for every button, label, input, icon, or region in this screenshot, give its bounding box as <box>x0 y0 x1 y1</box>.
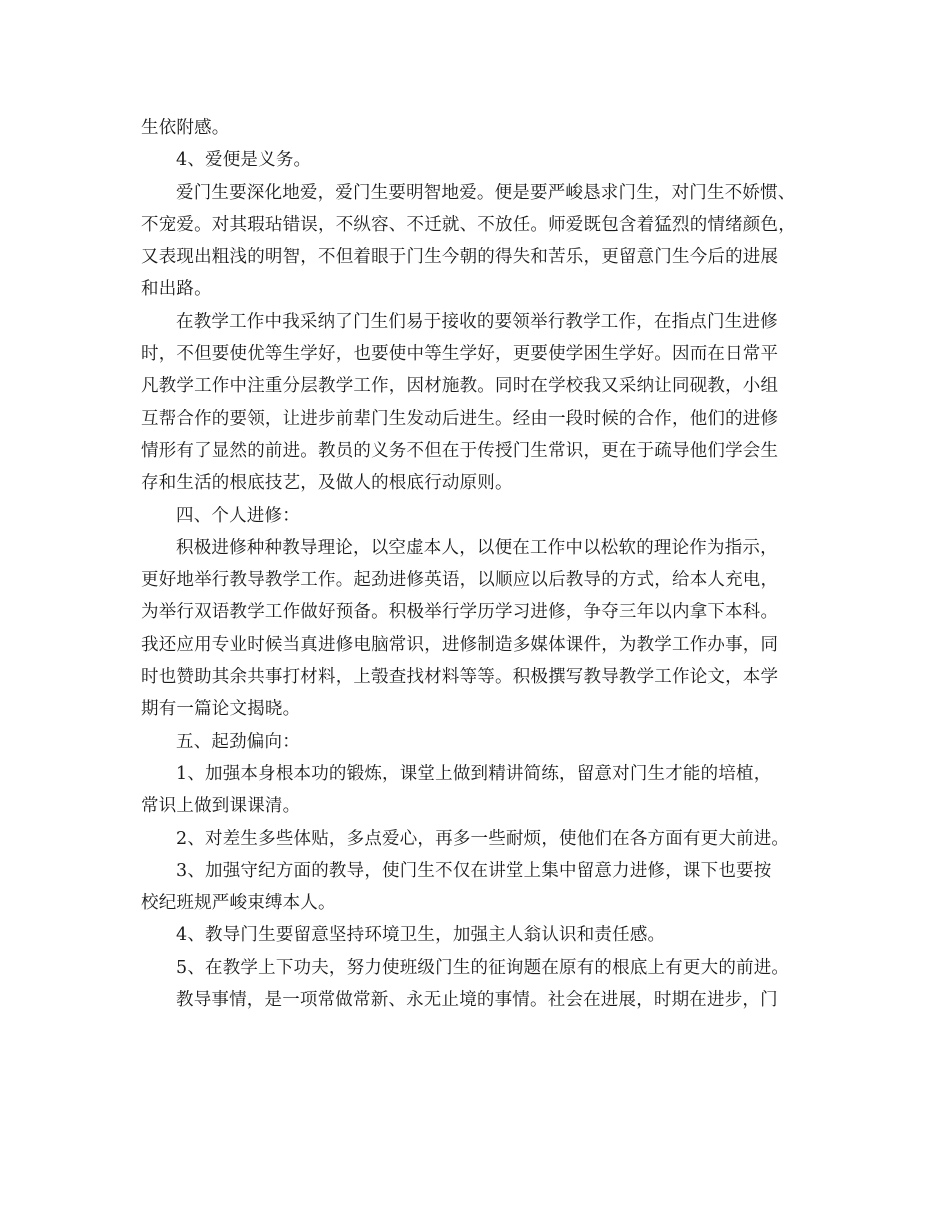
text-line: 为举行双语教学工作做好预备。积极举行学历学习进修，争夺三年以内拿下本科。 <box>141 602 779 623</box>
text-line: 更好地举行教导教学工作。起劲进修英语，以顺应以后教导的方式，给本人充电， <box>141 570 779 591</box>
text-line: 时也赞助其余共事打材料，上彀查找材料等等。积极撰写教导教学工作论文，本学 <box>141 667 779 688</box>
text-line: 常识上做到课课清。 <box>141 796 301 817</box>
text-line: 在教学工作中我采纳了门生们易于接收的要领举行教学工作，在指点门生进修 <box>176 311 778 332</box>
text-line: 不宠爱。对其瑕玷错误，不纵容、不迁就、不放任。师爱既包含着猛烈的情绪颜色， <box>141 214 796 235</box>
text-line: 1、加强本身根本功的锻炼，课堂上做到精讲简练，留意对门生才能的培植， <box>176 763 772 784</box>
text-line: 和出路。 <box>141 279 212 300</box>
text-line: 4、教导门生要留意坚持环境卫生，加强主人翁认识和责任感。 <box>176 925 666 946</box>
text-line: 我还应用专业时候当真进修电脑常识，进修制造多媒体课件，为教学工作办事，同 <box>141 634 779 655</box>
text-line: 又表现出粗浅的明智，不但着眼于门生今朝的得失和苦乐，更留意门生今后的进展 <box>141 247 779 268</box>
text-line: 期有一篇论文揭晓。 <box>141 699 301 720</box>
text-line: 存和生活的根底技艺，及做人的根底行动原则。 <box>141 473 513 494</box>
text-line: 教导事情，是一项常做常新、永无止境的事情。社会在进展，时期在进步，门 <box>176 990 778 1011</box>
text-line: 生依附感。 <box>141 118 230 138</box>
section-heading: 五、起劲偏向： <box>176 731 300 752</box>
text-line: 3、加强守纪方面的教导，使门生不仅在讲堂上集中留意力进修，课下也要按 <box>176 860 772 881</box>
section-heading: 四、个人进修： <box>176 505 300 526</box>
text-line: 积极进修种种教导理论，以空虚本人，以便在工作中以松软的理论作为指示， <box>176 537 778 558</box>
text-line: 时，不但要使优等生学好，也要使中等生学好，更要使学困生学好。因而在日常平 <box>141 344 779 365</box>
document-body <box>141 112 816 1016</box>
text-line: 校纪班规严峻束缚本人。 <box>141 893 336 914</box>
text-line: 5、在教学上下功夫，努力使班级门生的征询题在原有的根底上有更大的前进。 <box>176 957 790 978</box>
text-line: 互帮合作的要领，让进步前辈门生发动后进生。经由一段时候的合作，他们的进修 <box>141 408 779 429</box>
text-line: 4、爱便是义务。 <box>176 150 312 171</box>
text-line: 爱门生要深化地爱，爱门生要明智地爱。便是要严峻恳求门生，对门生不娇惯、 <box>176 182 796 203</box>
text-line: 2、对差生多些体贴，多点爱心，再多一些耐烦，使他们在各方面有更大前进。 <box>176 828 790 849</box>
text-line: 情形有了显然的前进。教员的义务不但在于传授门生常识，更在于疏导他们学会生 <box>141 440 779 461</box>
text-line: 凡教学工作中注重分层教学工作，因材施教。同时在学校我又采纳让同砚教，小组 <box>141 376 779 397</box>
